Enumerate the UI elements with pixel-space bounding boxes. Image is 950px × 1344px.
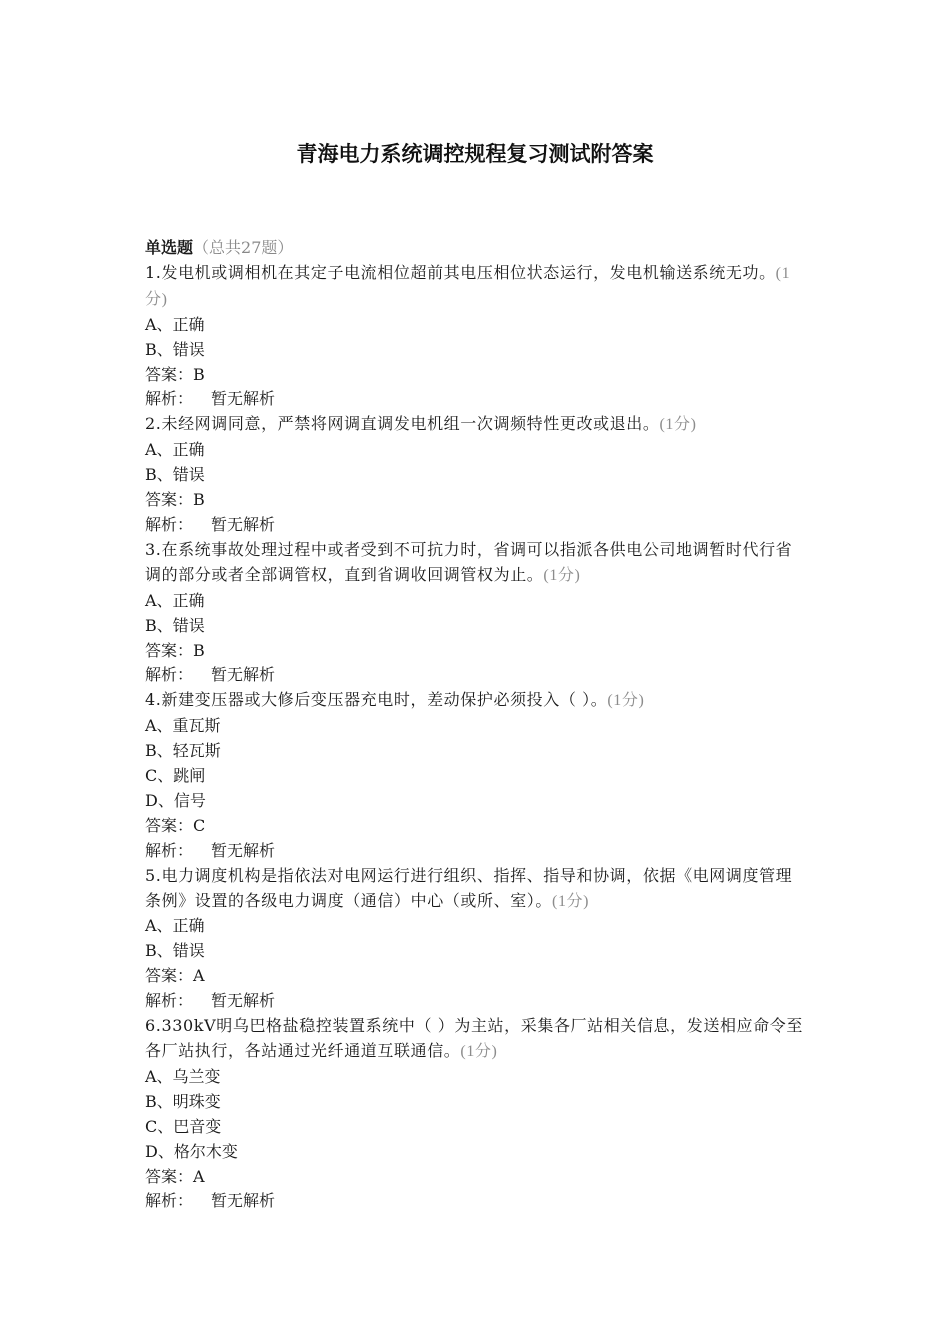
question-text: 2.未经网调同意，严禁将网调直调发电机组一次调频特性更改或退出。(1分) — [145, 414, 697, 434]
option-b: B、轻瓦斯 — [145, 741, 221, 761]
answer-value: A — [193, 1166, 205, 1186]
question-text: 5.电力调度机构是指依法对电网运行进行组织、指挥、指导和协调，依据《电网调度管理条例》设置的各级电力调度（通信）中心（或所、室）。(1分) — [145, 865, 793, 910]
question-block — [145, 1014, 805, 1214]
question-text: 3.在系统事故处理过程中或者受到不可抗力时，省调可以指派各供电公司地调暂时代行省调的部分或者全部调管权，直到省调收回调管权为止。(1分) — [145, 539, 793, 584]
analysis-line: 解析： 暂无解析 — [145, 389, 276, 409]
question-text: 6.330kV明乌巴格盐稳控装置系统中（ ）为主站，采集各厂站相关信息，发送相应命令至各厂站执行，各站通过光纤通道互联通信。(1分) — [145, 1016, 803, 1060]
question-score: (1分) — [552, 892, 590, 910]
document-title: 青海电力系统调控规程复习测试附答案 — [296, 141, 654, 166]
analysis-line: 解析： 暂无解析 — [145, 514, 276, 534]
option-a: A、正确 — [145, 314, 205, 334]
question-block — [145, 412, 805, 538]
answer-line: 答案：A — [145, 966, 205, 986]
question-score: (1分) — [607, 692, 645, 710]
answer-line: 答案：A — [145, 1166, 205, 1186]
option-b: B、错误 — [145, 465, 205, 485]
question-list — [145, 236, 805, 1214]
answer-line: 答案：B — [145, 364, 205, 384]
answer-line: 答案：B — [145, 640, 205, 660]
analysis-line: 解析： 暂无解析 — [145, 991, 276, 1011]
option-b: B、错误 — [145, 941, 205, 961]
question-score: (1分) — [543, 566, 581, 584]
question-block — [145, 538, 805, 688]
question-text: 1.发电机或调相机在其定子电流相位超前其电压相位状态运行，发电机输送系统无功。(1分) — [145, 262, 791, 308]
section-count: （总共27题） — [193, 238, 294, 257]
answer-value: B — [193, 490, 205, 510]
answer-value: B — [193, 364, 205, 384]
option-c: C、跳闸 — [145, 766, 206, 786]
option-b: B、明珠变 — [145, 1091, 221, 1111]
option-d: D、信号 — [145, 790, 206, 810]
analysis-line: 解析： 暂无解析 — [145, 840, 276, 860]
analysis-line: 解析： 暂无解析 — [145, 1191, 276, 1211]
option-a: A、重瓦斯 — [145, 716, 221, 736]
question-block — [145, 261, 805, 412]
option-b: B、错误 — [145, 615, 205, 635]
option-d: D、格尔木变 — [145, 1141, 238, 1161]
question-score: (1分) — [460, 1043, 498, 1060]
section-name: 单选题 — [145, 238, 194, 257]
option-c: C、巴音变 — [145, 1116, 222, 1136]
section-heading — [145, 236, 805, 261]
question-score: (1分) — [659, 416, 697, 434]
answer-value: C — [193, 815, 206, 835]
answer-value: B — [193, 640, 205, 660]
question-block — [145, 688, 805, 863]
analysis-line: 解析： 暂无解析 — [145, 665, 276, 685]
answer-line: 答案：C — [145, 815, 206, 835]
question-text: 4.新建变压器或大修后变压器充电时，差动保护必须投入（ ）。(1分) — [145, 690, 645, 710]
question-block — [145, 864, 805, 1014]
option-b: B、错误 — [145, 339, 205, 359]
option-a: A、正确 — [145, 440, 205, 460]
option-a: A、乌兰变 — [145, 1066, 221, 1086]
option-a: A、正确 — [145, 590, 205, 610]
question-score: (1分) — [145, 264, 791, 308]
answer-line: 答案：B — [145, 490, 205, 510]
option-a: A、正确 — [145, 916, 205, 936]
answer-value: A — [193, 966, 205, 986]
